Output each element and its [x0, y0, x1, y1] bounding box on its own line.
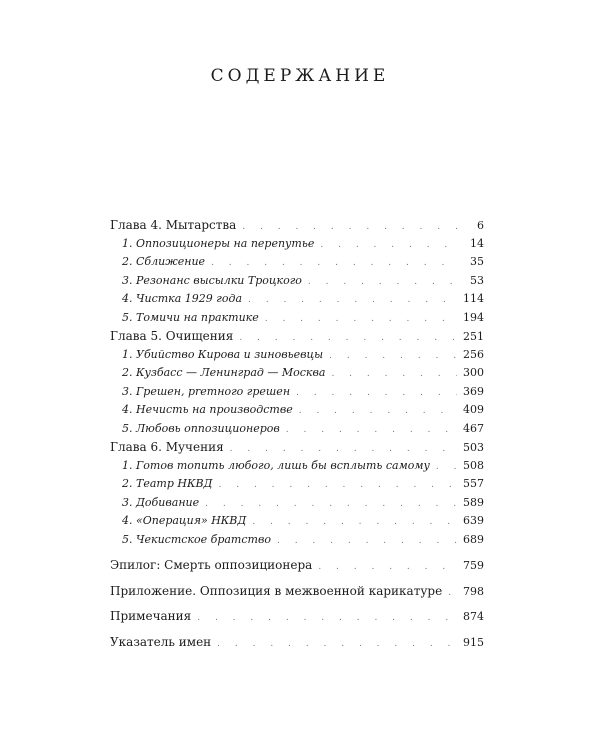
page-number: 114: [463, 292, 484, 305]
page-number: 6: [477, 219, 484, 232]
toc-section[interactable]: [110, 477, 484, 496]
section-title: 1. Оппозиционеры на перепутье: [122, 236, 315, 250]
leader-dots: [320, 237, 458, 250]
toc-section[interactable]: [110, 311, 484, 330]
page-number: 409: [463, 403, 484, 416]
leader-dots: [211, 255, 458, 268]
toc-section[interactable]: [110, 274, 484, 293]
section-title: 3. Добивание: [122, 495, 200, 509]
toc-section[interactable]: [110, 496, 484, 515]
leader-dots: [239, 329, 457, 343]
leader-dots: [265, 311, 457, 324]
toc-chapter-6[interactable]: [110, 440, 484, 459]
section-title: 2. Кузбасс — Ленинград — Москва: [122, 366, 326, 379]
toc-chapter-4[interactable]: [110, 218, 484, 237]
spacer: [110, 628, 484, 635]
spacer: [110, 602, 484, 609]
leader-dots: [252, 514, 457, 527]
page-number: 508: [463, 458, 484, 472]
leader-dots: [299, 403, 457, 416]
leader-dots: [436, 459, 457, 472]
page-number: 503: [463, 441, 484, 454]
toc-index[interactable]: [110, 635, 484, 654]
section-title: 5. Чекистское братство: [122, 532, 271, 546]
leader-dots: [277, 533, 457, 546]
leader-dots: [286, 422, 457, 435]
spacer: [110, 551, 484, 558]
page-number: 35: [470, 255, 484, 268]
toc-section[interactable]: [110, 348, 484, 367]
toc-epilogue[interactable]: [110, 558, 484, 577]
leader-dots: [217, 635, 457, 649]
endmatter-title: Примечания: [110, 609, 192, 623]
page-title: СОДЕРЖАНИЕ: [210, 66, 390, 86]
leader-dots: [331, 366, 457, 379]
toc-section[interactable]: [110, 422, 484, 441]
toc-section[interactable]: [110, 255, 484, 274]
section-title: 2. Театр НКВД: [122, 477, 213, 490]
toc-chapter-5[interactable]: [110, 329, 484, 348]
page-number: 53: [470, 273, 484, 287]
endmatter-title: Указатель имен: [110, 634, 212, 649]
leader-dots: [329, 348, 457, 361]
leader-dots: [197, 609, 457, 623]
leader-dots: [296, 385, 457, 398]
leader-dots: [248, 292, 457, 305]
toc-section[interactable]: [110, 385, 484, 404]
leader-dots: [205, 496, 457, 509]
page-number: 300: [463, 366, 484, 379]
section-title: 1. Готов топить любого, лишь бы всплыть самому: [122, 458, 430, 472]
page-number: 557: [463, 477, 484, 490]
section-title: 4. Чистка 1929 года: [122, 292, 242, 305]
section-title: 5. Любовь оппозиционеров: [122, 421, 280, 435]
leader-dots: [318, 558, 457, 572]
page-number: 915: [463, 635, 484, 649]
page-number: 194: [463, 310, 484, 324]
page-number: 256: [463, 347, 484, 361]
section-title: 3. Резонанс высылки Троцкого: [122, 273, 302, 287]
section-title: 2. Сближение: [122, 255, 206, 268]
section-title: 4. Нечисть на производстве: [122, 403, 293, 416]
section-title: 4. «Операция» НКВД: [122, 514, 247, 527]
toc-section[interactable]: [110, 237, 484, 256]
toc-section[interactable]: [110, 533, 484, 552]
page-number: 14: [470, 236, 484, 250]
leader-dots: [448, 584, 457, 598]
table-of-contents: [110, 218, 484, 653]
page-number: 467: [463, 421, 484, 435]
section-title: 3. Грешен, premного грешен: [122, 384, 291, 398]
page-number: 369: [463, 384, 484, 398]
page-number: 874: [463, 610, 484, 623]
section-title: 5. Томичи на практике: [122, 310, 259, 324]
page-number: 759: [463, 559, 484, 572]
leader-dots: [230, 440, 457, 454]
leader-dots: [308, 274, 458, 287]
page-number: 689: [463, 532, 484, 546]
toc-notes[interactable]: [110, 609, 484, 628]
toc-appendix[interactable]: [110, 584, 484, 603]
toc-section[interactable]: [110, 459, 484, 478]
chapter-title: Глава 4. Мытарства: [110, 218, 237, 232]
page-number: 798: [463, 584, 484, 598]
page-number: 639: [463, 514, 484, 527]
toc-section[interactable]: [110, 514, 484, 533]
page-number: 251: [463, 330, 484, 343]
leader-dots: [219, 477, 458, 490]
chapter-title: Глава 6. Мучения: [110, 440, 224, 454]
leader-dots: [242, 218, 458, 232]
spacer: [110, 577, 484, 584]
section-title: 1. Убийство Кирова и зиновьевцы: [122, 347, 324, 361]
toc-section[interactable]: [110, 292, 484, 311]
chapter-title: Глава 5. Очищения: [110, 329, 234, 343]
endmatter-title: Эпилог: Смерть оппозиционера: [110, 558, 313, 572]
page-number: 589: [463, 495, 484, 509]
toc-section[interactable]: [110, 403, 484, 422]
toc-section[interactable]: [110, 366, 484, 385]
endmatter-title: Приложение. Оппозиция в межвоенной карикатуре: [110, 583, 443, 598]
